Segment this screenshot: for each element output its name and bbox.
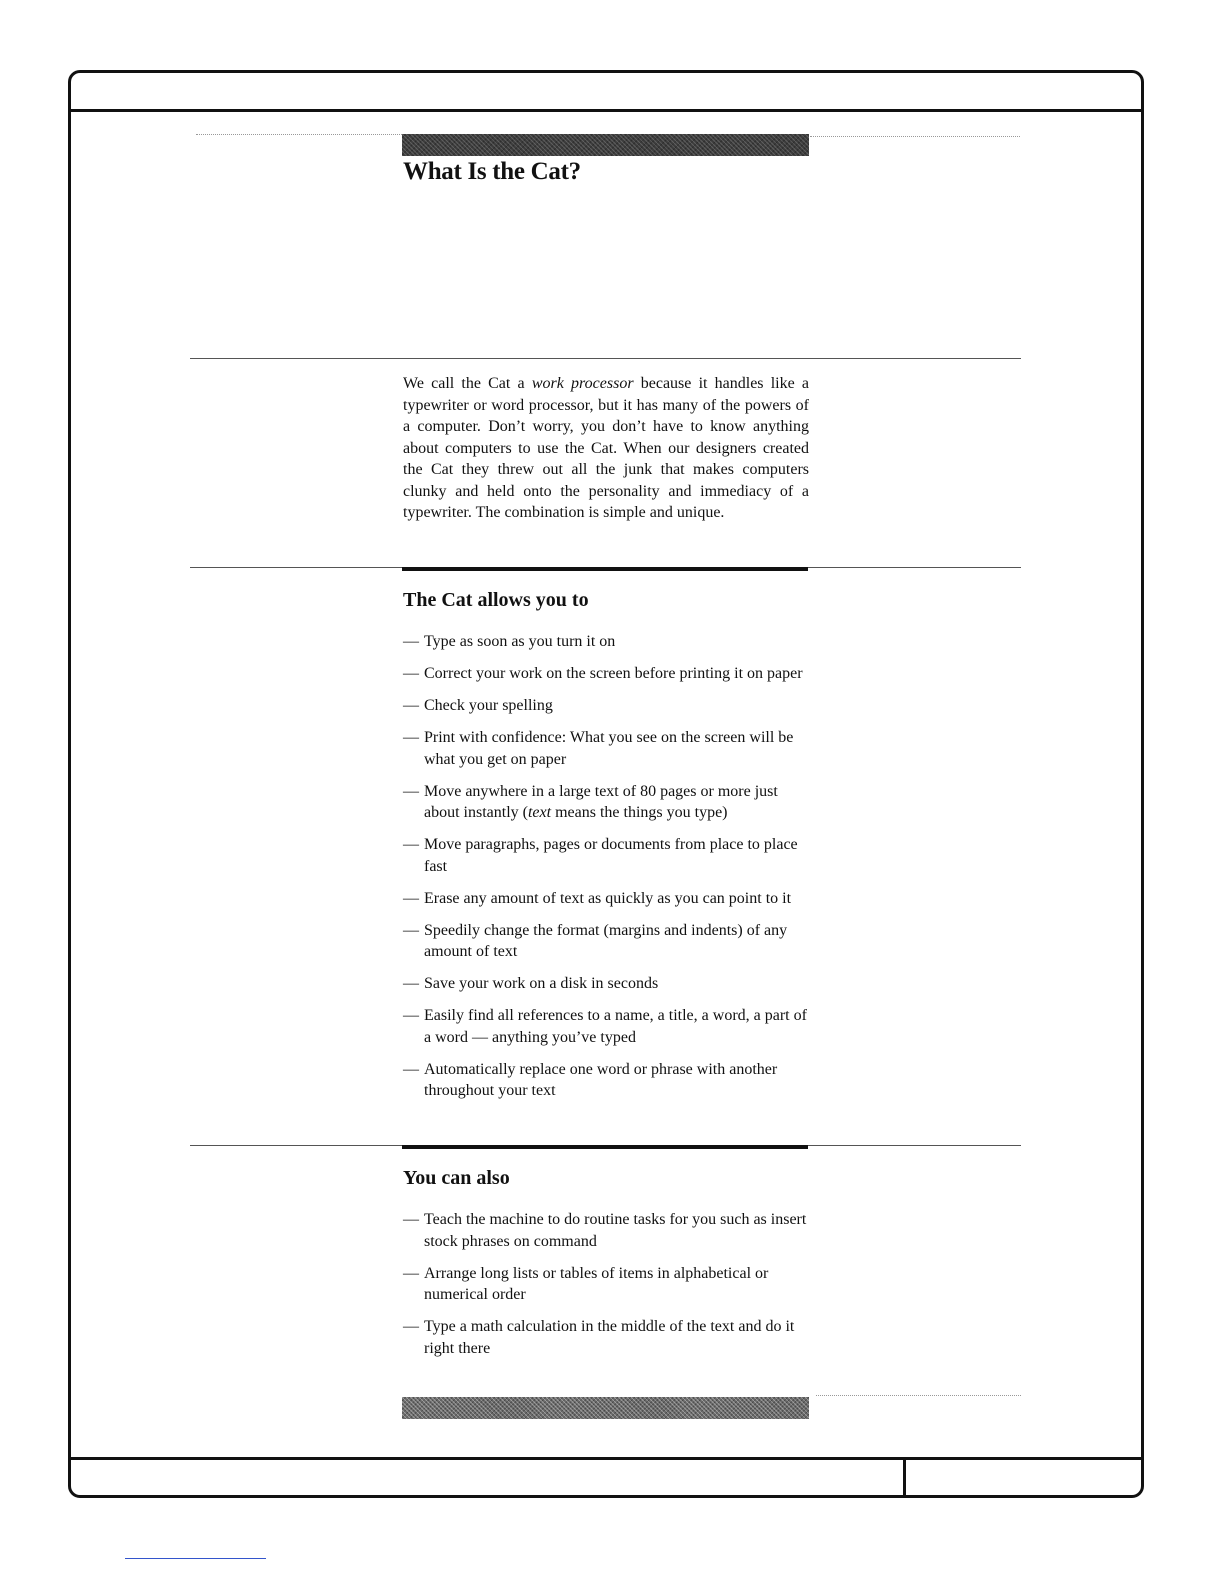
list-item	[403, 695, 815, 717]
list-item-text: Move paragraphs, pages or documents from place to place fast	[424, 836, 798, 875]
dash-marker: —	[403, 697, 419, 714]
frame-footer-rule	[68, 1457, 1144, 1460]
list-item	[403, 631, 815, 653]
dash-marker: —	[403, 782, 419, 800]
list-item	[403, 888, 815, 910]
intro-text-start: We call the Cat a	[403, 375, 532, 392]
section-thick-rule-2	[402, 567, 808, 571]
list-item	[403, 663, 815, 685]
also-list	[403, 1209, 815, 1370]
dotted-rule-top-right	[810, 136, 1020, 137]
frame-footer-divider	[903, 1459, 906, 1497]
intro-text-rest: because it handles like a typewriter or word processor, but it has many of the powers of a computer. Don’t worry, you don’t have to know anything about computers to use the Cat. When our designers created the Cat they threw out all the junk that makes computers clunky and held onto the personality and immediacy of a typewriter. The combination is simple and unique.	[403, 375, 810, 521]
page-title: What Is the Cat?	[403, 158, 581, 185]
list-item	[403, 727, 815, 770]
list-item-text-rest: means the things you type)	[551, 804, 728, 821]
list-item	[403, 834, 815, 877]
list-item	[403, 1209, 815, 1252]
list-item-text: Type as soon as you turn it on	[424, 633, 616, 650]
list-item-text: Erase any amount of text as quickly as you can point to it	[424, 889, 792, 907]
list-item-text: Correct your work on the screen before printing it on paper	[424, 665, 803, 682]
dash-marker: —	[403, 729, 419, 746]
list-item	[403, 973, 815, 995]
intro-paragraph	[403, 373, 809, 524]
footnote-rule	[125, 1558, 266, 1559]
dash-marker: —	[403, 1318, 419, 1335]
list-item-text: Arrange long lists or tables of items in alphabetical or numerical order	[424, 1264, 769, 1303]
list-item-text: Automatically replace one word or phrase with another throughout your text	[424, 1060, 778, 1099]
list-item	[403, 920, 815, 963]
dash-marker: —	[403, 921, 419, 939]
dash-marker: —	[403, 1211, 419, 1228]
dash-marker: —	[403, 1264, 419, 1282]
list-item-emphasis: text	[527, 804, 552, 821]
dotted-rule-top-left	[196, 134, 402, 135]
dash-marker: —	[403, 975, 419, 992]
dash-marker: —	[403, 1007, 419, 1024]
dash-marker: —	[403, 633, 419, 650]
list-item	[403, 1005, 815, 1048]
section-rule-1	[190, 358, 1021, 359]
title-shade-bar	[402, 134, 809, 156]
footer-shade-bar	[402, 1397, 809, 1419]
list-item	[403, 1316, 815, 1359]
dotted-rule-bottom-right	[816, 1395, 1021, 1396]
list-item-text: Speedily change the format (margins and indents) of any amount of text	[424, 921, 788, 960]
also-heading: You can also	[403, 1167, 510, 1189]
list-item-text-paren: (	[518, 804, 528, 821]
list-item-text: Save your work on a disk in seconds	[424, 975, 659, 992]
allows-heading: The Cat allows you to	[403, 589, 589, 611]
list-item-text: Print with confidence: What you see on the screen will be what you get on paper	[424, 729, 794, 768]
list-item-text: Easily find all references to a name, a title, a word, a part of a word — anything you’ve typed	[424, 1007, 807, 1046]
list-item	[403, 1059, 815, 1102]
allows-list	[403, 631, 815, 1112]
section-thick-rule-3	[402, 1145, 808, 1149]
intro-emphasis: work processor	[531, 375, 634, 392]
list-item-text: Teach the machine to do routine tasks for you such as insert stock phrases on command	[424, 1211, 807, 1250]
frame-header-rule	[68, 109, 1144, 112]
list-item-text: Move anywhere in a large text of 80 pages or more just about instantly	[424, 782, 778, 821]
dash-marker: —	[403, 665, 419, 682]
dash-marker: —	[403, 836, 419, 853]
dash-marker: —	[403, 1060, 419, 1078]
list-item	[403, 1263, 815, 1306]
list-item	[403, 781, 815, 824]
list-item-text: Type a math calculation in the middle of the text and do it right there	[424, 1318, 795, 1357]
dash-marker: —	[403, 889, 419, 907]
list-item-text: Check your spelling	[424, 697, 553, 714]
